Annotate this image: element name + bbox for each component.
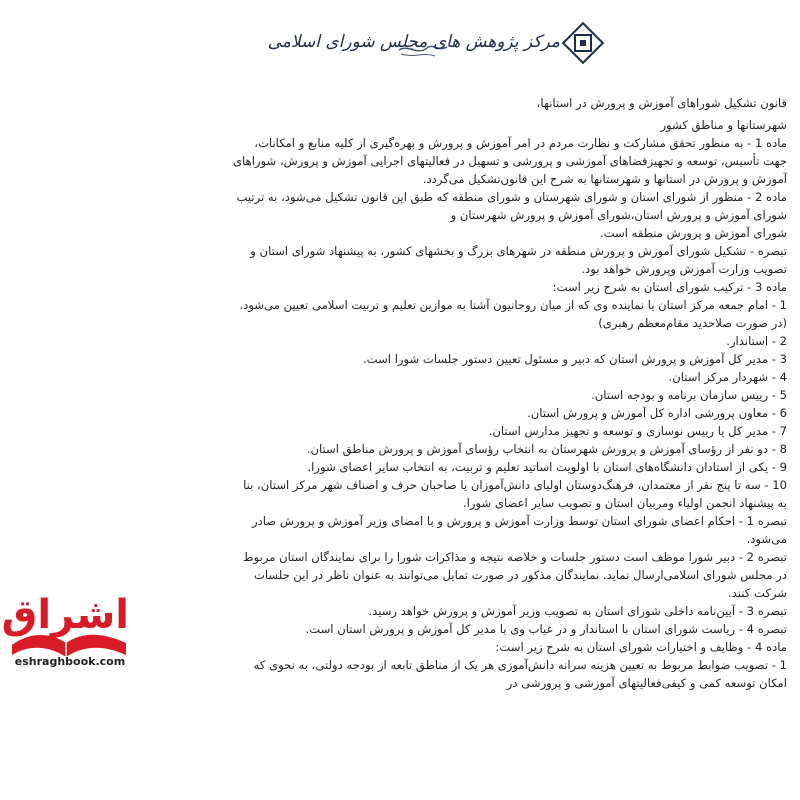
paragraph: 4 - شهردار مرکز استان. [668,370,787,384]
paragraph: ماده 4 - وظایف و اختیارات شورای استان به شرح زیر است: [495,640,787,654]
paragraph: ماده 3 - ترکیب شورای استان به شرح زیر است: [552,280,787,294]
paragraph: تبصره 1 - احکام اعضای شورای استان توسط وزارت آموزش و پرورش و با امضای وزیر آموزش و پرورش صادر می‌شود. [252,514,787,546]
paragraph: 2 - استاندار. [726,334,787,348]
paragraph: ماده 2 - منظور از شورای استان و شورای شهرستان و شورای منطقه که طبق این قانون تشکیل می‌شود، به ترتیب شورای آموزش و پرورش استان،شورای آموزش و پرورش شهرستان و [236,190,787,222]
paragraph: تبصره 2 - دبیر شورا موظف است دستور جلسات و خلاصه نتیجه و مذاکرات شورا را برای نمایندگان استان مربوط در مجلس شورای اسلامی‌ارسال نماید. نمایندگان مذکور در صورت تمایل می‌توانند به عنوان ناظر در این جلسات شرکت کنند. [242,550,787,600]
paragraph: 9 - یکی از استادان دانشگاه‌های استان با اولویت اساتید تعلیم و تربیت، به انتخاب سایر اعضای شورا. [307,460,787,474]
paragraph: 1 - امام جمعه مرکز استان یا نماینده وی که از میان روحانیون آشنا به موازین تعلیم و تربیت اسلامی تعیین می‌شود. (در صورت صلاحدید مقام‌معظم رهبری) [239,298,787,330]
paragraph: 6 - معاون پرورشی اداره کل آموزش و پرورش استان. [527,406,787,420]
paragraph: 1 - تصویب ضوابط مربوط به تعیین هزینه سرانه دانش‌آموزی هر یک از مناطق تابعه از بودجه دولتی، به نحوی که امکان توسعه کمی و کیفی‌فعالیتهای آموزشی و پرورشی در [253,658,787,690]
paragraph: 7 - مدیر کل یا رییس نوسازی و توسعه و تجهیز مدارس استان. [488,424,787,438]
paragraph: شورای آموزش و پرورش منطقه است. [599,226,787,240]
paragraph: تبصره 3 - آیین‌نامه داخلی شورای استان به تصویب وزیر آموزش و پرورش خواهد رسید. [368,604,787,618]
publisher-logo-text: اشراق [1,592,129,638]
document-title: قانون تشکیل شوراهای آموزش و پرورش در استانها، [536,96,787,110]
paragraph: 3 - مدیر کل آموزش و پرورش استان که دبیر و مسئول تعیین دستور جلسات شورا است. [363,352,787,366]
publisher-url: eshraghbook.com [14,655,126,668]
paragraph: ماده 1 - به منظور تحقق مشارکت و نظارت مردم در امر آموزش و پرورش و بهره‌گیری از کلیه منابع و امکانات، جهت تأسیس، توسعه و تجهیزفضاهای آموزشی و پرورشی و تسهیل در فعالیتهای اجرایی آموزش و پرورش، شوراهای آموزش و پرورش در استانها و شهرستانها به شرح این قانون‌تشکیل می‌گردد. [232,136,787,186]
document-subtitle: شهرستانها و مناطق کشور [660,118,787,132]
institution-logo-text: مرکز پژوهش های مجلس شورای اسلامی [267,32,560,52]
paragraph: 8 - دو نفر از رؤسای آموزش و پرورش شهرستان به انتخاب رؤسای آموزش و پرورش مناطق استان. [306,442,787,456]
document-body [232,94,787,794]
paragraph: 5 - رییس سازمان برنامه و بودجه استان. [591,388,787,402]
paragraph: 10 - سه تا پنج نفر از معتمدان، فرهنگ‌دوستان اولیای دانش‌آموزان یا صاحبان حرف و اصناف شهر مرکز استان، بنا به پیشنهاد انجمن اولیاء ومربیان استان و تصویب سایر اعضای شورا. [243,478,787,510]
paragraph: تبصره - تشکیل شورای آموزش و پرورش منطقه در شهرهای بزرگ و بخشهای کشور، به پیشنهاد شورای استان و تصویب وزارت آموزش وپرورش خواهد بود. [250,244,787,276]
paragraph-list [232,134,787,692]
paragraph: تبصره 4 - ریاست شورای استان با استاندار و در غیاب وی با مدیر کل آموزش و پرورش استان است. [305,622,787,636]
